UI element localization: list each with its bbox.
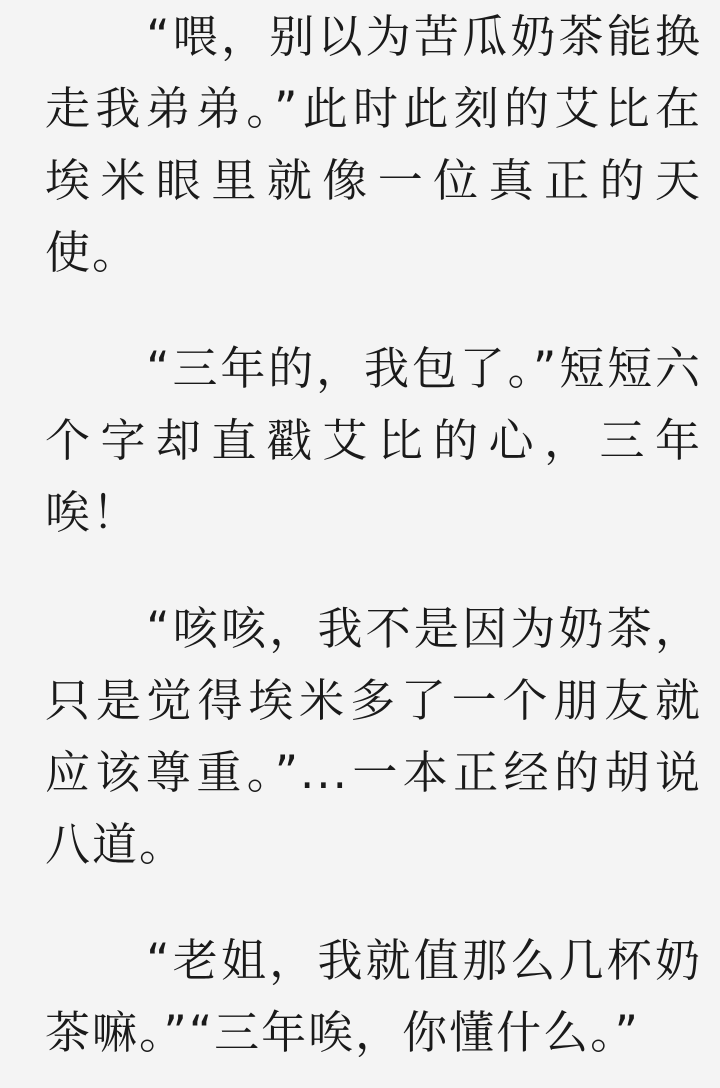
- novel-paragraph: “喂，别以为苦瓜奶茶能换走我弟弟。”此时此刻的艾比在埃米眼里就像一位真正的天使。: [45, 10, 702, 279]
- novel-paragraph: “三年的，我包了。”短短六个字却直戳艾比的心，三年唉！: [45, 342, 702, 539]
- novel-paragraph: “咳咳，我不是因为奶茶，只是觉得埃米多了一个朋友就应该尊重。”...一本正经的胡说八道。: [45, 602, 702, 871]
- novel-paragraph: “老姐，我就值那么几杯奶茶嘛。”“三年唉，你懂什么。”: [45, 934, 702, 1059]
